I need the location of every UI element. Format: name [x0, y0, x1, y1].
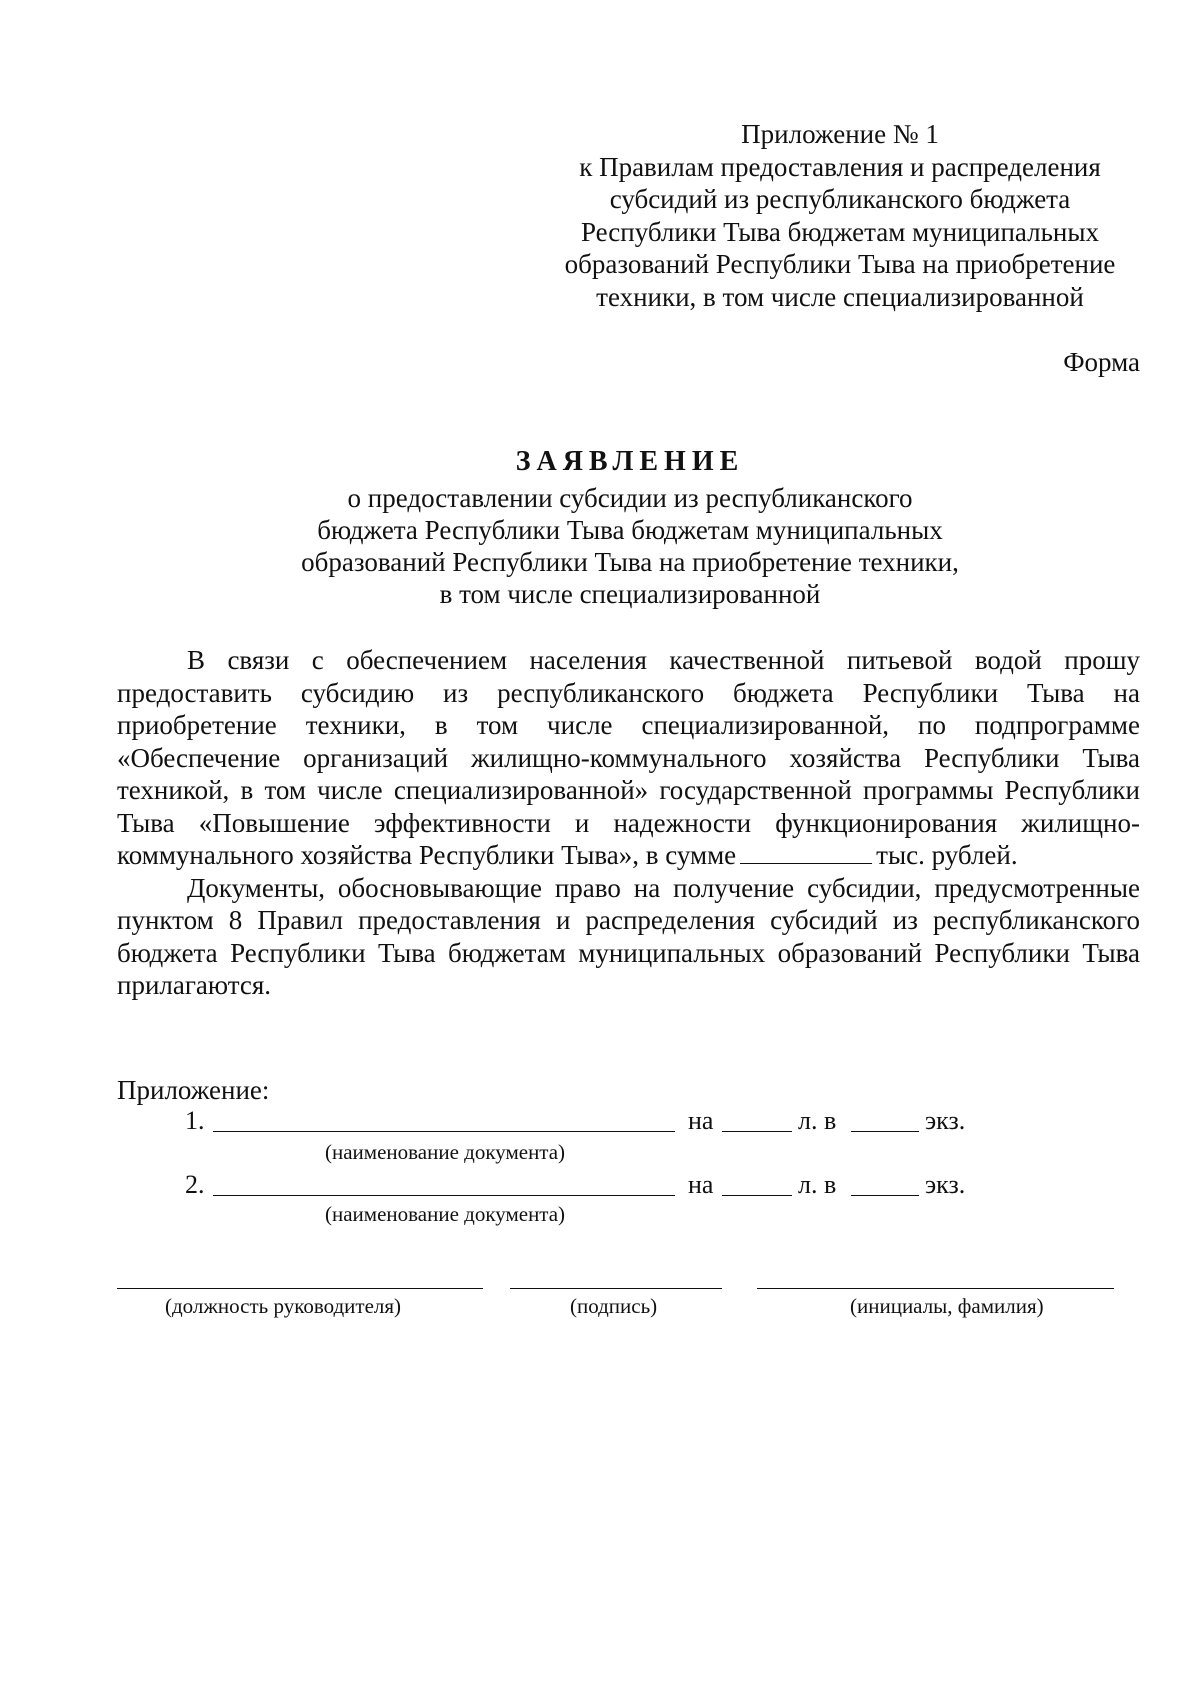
copies-count-line[interactable] [851, 1131, 919, 1132]
paragraph-documents: Документы, обосновывающие право на получение субсидии, предусмотренные пунктом 8 Правил предоставления и распределения субсидий из республиканского бюджета Республики Тыва бюджетам муниципальных образований Республики Тыва прилагаются. [117, 872, 1140, 1000]
attachment-on-label: на [688, 1170, 714, 1199]
name-caption: (инициалы, фамилия) [850, 1294, 1044, 1318]
copies-count-line[interactable] [851, 1195, 919, 1196]
body-text [117, 644, 1140, 1002]
attachments-label: Приложение: [117, 1075, 270, 1105]
signature-line[interactable] [510, 1288, 722, 1289]
appendix-header-line: субсидий из республиканского бюджета [609, 184, 1071, 214]
document-name-caption: (наименование документа) [325, 1202, 566, 1226]
amount-unit: тыс. рублей. [876, 840, 1018, 870]
sheets-count-line[interactable] [722, 1195, 792, 1196]
amount-blank[interactable] [740, 843, 872, 864]
document-name-line[interactable] [213, 1195, 675, 1196]
attachment-number: 1. [185, 1106, 205, 1135]
attachment-copies-label: экз. [925, 1170, 966, 1199]
attachment-on-label: на [688, 1106, 714, 1135]
subtitle-line: о предоставлении субсидии из республиканского [347, 483, 913, 513]
attachment-copies-label: экз. [925, 1106, 966, 1135]
attachment-sheets-label: л. в [798, 1170, 837, 1199]
subtitle-line: бюджета Республики Тыва бюджетам муниципальных [317, 515, 943, 545]
attachment-sheets-label: л. в [798, 1106, 837, 1135]
document-name-caption: (наименование документа) [325, 1140, 566, 1164]
appendix-header-line: Республики Тыва бюджетам муниципальных [580, 216, 1100, 247]
name-signature-line[interactable] [757, 1288, 1114, 1289]
appendix-header-line: техники, в том числе специализированной [596, 281, 1084, 312]
subtitle-line: в том числе специализированной [439, 579, 821, 609]
sheets-count-line[interactable] [722, 1131, 792, 1132]
signature-caption: (подпись) [570, 1294, 658, 1318]
appendix-header-line: образований Республики Тыва на приобретение [564, 249, 1116, 279]
appendix-number: Приложение № 1 [741, 119, 939, 149]
document-name-line[interactable] [213, 1131, 675, 1132]
document-title: ЗАЯВЛЕНИЕ [515, 446, 745, 477]
position-caption: (должность руководителя) [165, 1294, 402, 1318]
subtitle-line: образований Республики Тыва на приобретение техники, [301, 547, 959, 577]
form-label: Форма [1063, 347, 1140, 377]
appendix-header-line: к Правилам предоставления и распределения [579, 151, 1101, 182]
position-signature-line[interactable] [117, 1288, 483, 1289]
appendix-header [540, 118, 1140, 313]
attachment-number: 2. [185, 1170, 205, 1199]
paragraph-request [117, 644, 1140, 872]
paragraph-request-text: В связи с обеспечением населения качественной питьевой водой прошу предоставить субсидию из республиканского бюджета Республики Тыва на приобретение техники, в том числе специализированной, по подпрограмме «Обеспечение организаций жилищно-коммунального хозяйства Республики Тыва техникой, в том числе специализированной» государственной программы Республики Тыва «Повышение эффективности и надежности функционирования жилищно-коммунального хозяйства Республики Тыва», в сумме [117, 645, 1140, 870]
title-block [0, 446, 1200, 610]
